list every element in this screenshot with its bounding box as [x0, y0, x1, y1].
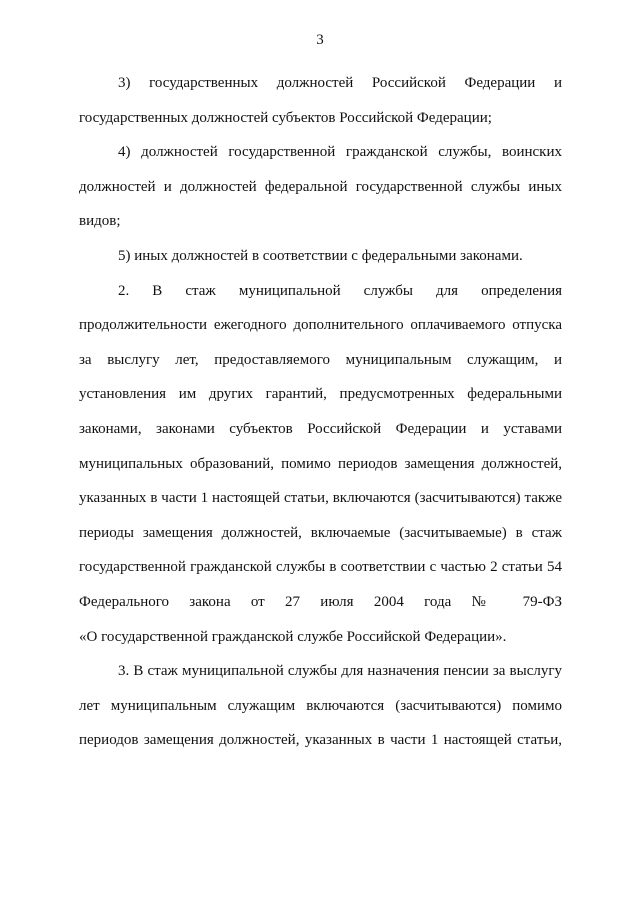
text-line: Федерального закона от 27 июля 2004 года № 79-ФЗ	[79, 593, 562, 610]
text-line: 4) должностей государственной гражданской службы, воинских	[118, 144, 562, 161]
text-line: за выслугу лет, предоставляемого муниципальным служащим, и	[79, 351, 562, 368]
text-line: 2. В стаж муниципальной службы для определения	[118, 282, 562, 299]
paragraph-item-3	[79, 66, 562, 135]
text-line: «О государственной гражданской службе Российской Федерации».	[79, 628, 507, 645]
text-line: видов;	[79, 213, 121, 230]
text-line: установления им других гарантий, предусмотренных федеральными	[79, 386, 562, 403]
document-body	[79, 66, 562, 758]
text-line: 3) государственных должностей Российской Федерации и	[118, 75, 562, 91]
paragraph-part-2	[79, 274, 562, 655]
text-line: государственной гражданской службы в соответствии с частью 2 статьи 54	[79, 559, 562, 576]
text-line: периодов замещения должностей, указанных в части 1 настоящей статьи,	[79, 732, 562, 749]
text-line: 3. В стаж муниципальной службы для назначения пенсии за выслугу	[118, 663, 562, 680]
text-line: муниципальных образований, помимо периодов замещения должностей,	[79, 455, 562, 472]
text-line: должностей и должностей федеральной государственной службы иных	[79, 178, 562, 195]
text-line: 5) иных должностей в соответствии с федеральными законами.	[118, 247, 523, 264]
text-line: периоды замещения должностей, включаемые (засчитываемые) в стаж	[79, 524, 562, 541]
text-line: лет муниципальным служащим включаются (засчитываются) помимо	[79, 697, 562, 714]
paragraph-item-5	[79, 239, 562, 274]
text-line: государственных должностей субъектов Российской Федерации;	[79, 109, 492, 126]
text-line: законами, законами субъектов Российской Федерации и уставами	[79, 420, 562, 437]
paragraph-part-3	[79, 654, 562, 758]
text-line: указанных в части 1 настоящей статьи, включаются (засчитываются) также	[79, 490, 562, 507]
page-number: 3	[316, 32, 324, 48]
paragraph-item-4	[79, 135, 562, 239]
text-line: продолжительности ежегодного дополнительного оплачиваемого отпуска	[79, 317, 562, 334]
